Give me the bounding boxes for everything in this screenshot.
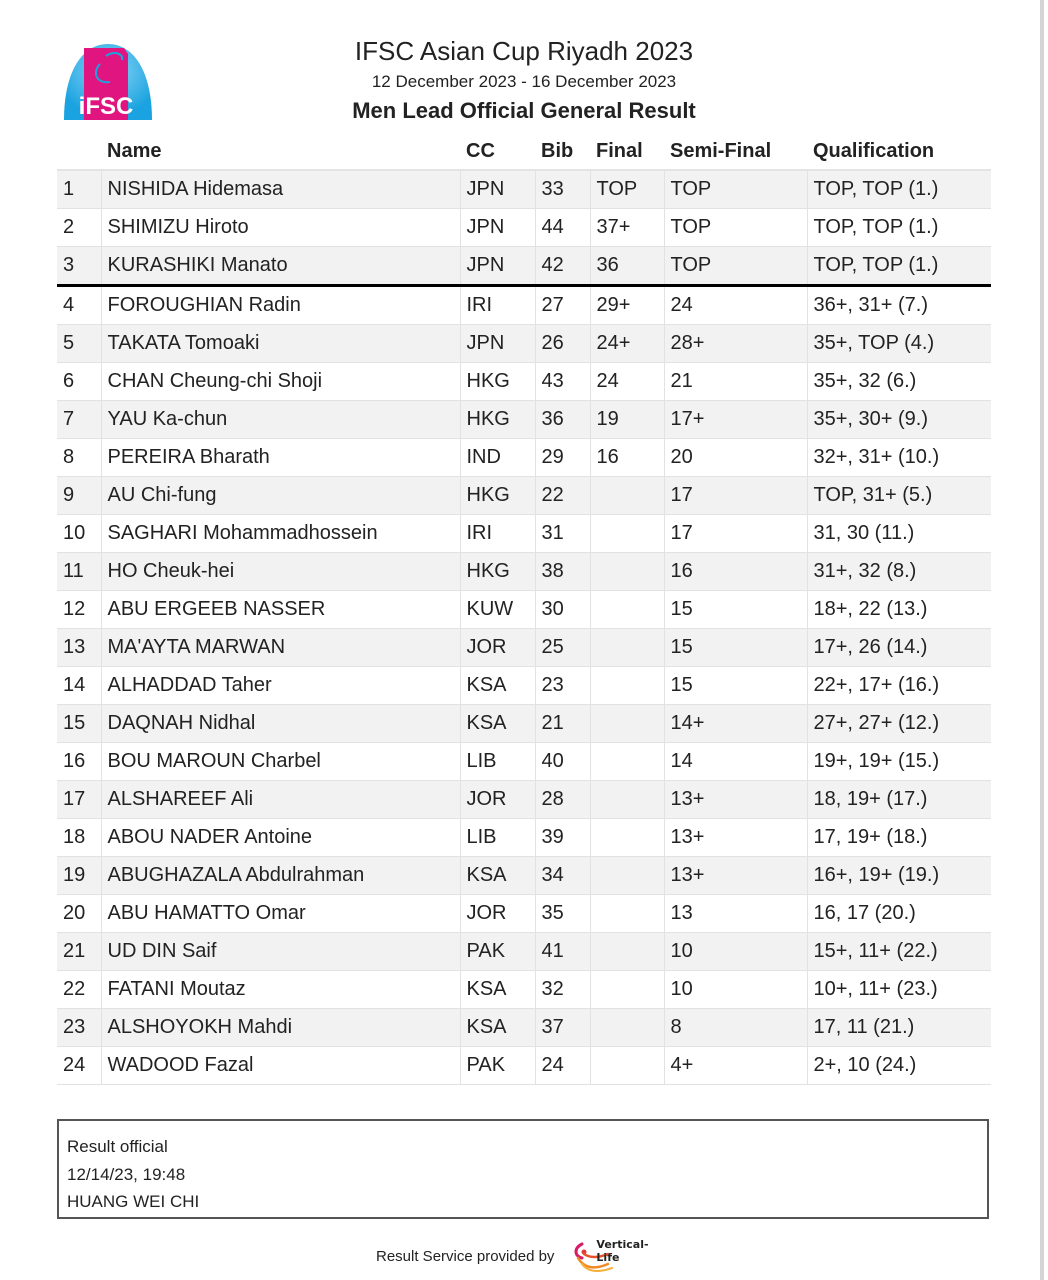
cell-final: 37+ — [590, 209, 664, 247]
cell-name: AU Chi-fung — [101, 477, 460, 515]
col-header-name: Name — [101, 134, 460, 170]
cell-final: 24+ — [590, 325, 664, 363]
cell-final — [590, 781, 664, 819]
cell-name: YAU Ka-chun — [101, 401, 460, 439]
cell-country: IND — [460, 439, 535, 477]
cell-final — [590, 971, 664, 1009]
cell-semi-final: 15 — [664, 667, 807, 705]
result-status: Result official — [67, 1137, 168, 1156]
cell-country: JPN — [460, 325, 535, 363]
cell-rank: 14 — [57, 667, 101, 705]
col-header-cc: CC — [460, 134, 535, 170]
cell-final — [590, 933, 664, 971]
cell-name: DAQNAH Nidhal — [101, 705, 460, 743]
cell-rank: 17 — [57, 781, 101, 819]
table-row — [57, 401, 991, 439]
table-row — [57, 286, 991, 325]
table-row — [57, 971, 991, 1009]
cell-rank: 11 — [57, 553, 101, 591]
table-row — [57, 781, 991, 819]
cell-rank: 6 — [57, 363, 101, 401]
cell-final: 36 — [590, 247, 664, 286]
cell-final — [590, 1047, 664, 1085]
table-row — [57, 515, 991, 553]
cell-name: UD DIN Saif — [101, 933, 460, 971]
cell-country: LIB — [460, 819, 535, 857]
cell-bib: 26 — [535, 325, 590, 363]
cell-country: PAK — [460, 1047, 535, 1085]
event-title: IFSC Asian Cup Riyadh 2023 — [354, 36, 694, 66]
cell-country: JPN — [460, 247, 535, 286]
event-dates: 12 December 2023 - 16 December 2023 — [371, 72, 677, 91]
cell-qualification: 15+, 11+ (22.) — [807, 933, 991, 971]
cell-semi-final: 13+ — [664, 819, 807, 857]
cell-rank: 13 — [57, 629, 101, 667]
svg-text:iFSC: iFSC — [78, 93, 134, 120]
cell-bib: 36 — [535, 401, 590, 439]
cell-name: FOROUGHIAN Radin — [101, 286, 460, 325]
cell-country: JOR — [460, 781, 535, 819]
cell-qualification: 19+, 19+ (15.) — [807, 743, 991, 781]
cell-semi-final: 14 — [664, 743, 807, 781]
cell-rank: 4 — [57, 286, 101, 325]
cell-name: CHAN Cheung-chi Shoji — [101, 363, 460, 401]
cell-final — [590, 819, 664, 857]
cell-country: JOR — [460, 629, 535, 667]
cell-semi-final: 13+ — [664, 781, 807, 819]
cell-bib: 33 — [535, 170, 590, 209]
cell-rank: 19 — [57, 857, 101, 895]
cell-semi-final: 10 — [664, 933, 807, 971]
cell-final — [590, 629, 664, 667]
table-header-row — [57, 134, 991, 170]
result-title: Men Lead Official General Result — [352, 98, 696, 123]
cell-rank: 5 — [57, 325, 101, 363]
cell-name: ALHADDAD Taher — [101, 667, 460, 705]
vertical-life-brand: Vertical-Life — [596, 1238, 649, 1264]
cell-qualification: 35+, 32 (6.) — [807, 363, 991, 401]
cell-name: ABUGHAZALA Abdulrahman — [101, 857, 460, 895]
table-row — [57, 363, 991, 401]
cell-qualification: 2+, 10 (24.) — [807, 1047, 991, 1085]
cell-rank: 23 — [57, 1009, 101, 1047]
table-row — [57, 325, 991, 363]
cell-country: JOR — [460, 895, 535, 933]
cell-semi-final: 17+ — [664, 401, 807, 439]
cell-rank: 24 — [57, 1047, 101, 1085]
cell-rank: 12 — [57, 591, 101, 629]
cell-country: HKG — [460, 477, 535, 515]
cell-qualification: 31+, 32 (8.) — [807, 553, 991, 591]
cell-country: HKG — [460, 553, 535, 591]
cell-name: FATANI Moutaz — [101, 971, 460, 1009]
cell-final — [590, 743, 664, 781]
cell-bib: 40 — [535, 743, 590, 781]
cell-bib: 24 — [535, 1047, 590, 1085]
cell-country: KSA — [460, 971, 535, 1009]
cell-final: 16 — [590, 439, 664, 477]
cell-bib: 37 — [535, 1009, 590, 1047]
cell-semi-final: 4+ — [664, 1047, 807, 1085]
cell-country: JPN — [460, 209, 535, 247]
cell-rank: 3 — [57, 247, 101, 286]
cell-bib: 25 — [535, 629, 590, 667]
cell-semi-final: 24 — [664, 286, 807, 325]
table-row — [57, 1009, 991, 1047]
cell-semi-final: 17 — [664, 515, 807, 553]
cell-semi-final: 28+ — [664, 325, 807, 363]
result-timestamp: 12/14/23, 19:48 — [67, 1164, 186, 1184]
cell-rank: 22 — [57, 971, 101, 1009]
cell-final: TOP — [590, 170, 664, 209]
cell-country: KSA — [460, 857, 535, 895]
cell-bib: 23 — [535, 667, 590, 705]
table-row — [57, 591, 991, 629]
cell-qualification: 18, 19+ (17.) — [807, 781, 991, 819]
cell-name: ABU ERGEEB NASSER — [101, 591, 460, 629]
cell-rank: 18 — [57, 819, 101, 857]
cell-semi-final: 21 — [664, 363, 807, 401]
col-header-semi-final: Semi-Final — [664, 134, 807, 170]
cell-qualification: 27+, 27+ (12.) — [807, 705, 991, 743]
cell-name: TAKATA Tomoaki — [101, 325, 460, 363]
cell-bib: 42 — [535, 247, 590, 286]
cell-final — [590, 705, 664, 743]
cell-semi-final: 16 — [664, 553, 807, 591]
table-row — [57, 895, 991, 933]
table-row — [57, 629, 991, 667]
cell-bib: 21 — [535, 705, 590, 743]
cell-rank: 7 — [57, 401, 101, 439]
cell-country: KSA — [460, 1009, 535, 1047]
cell-qualification: TOP, TOP (1.) — [807, 209, 991, 247]
cell-rank: 9 — [57, 477, 101, 515]
cell-semi-final: 17 — [664, 477, 807, 515]
cell-bib: 38 — [535, 553, 590, 591]
cell-name: HO Cheuk-hei — [101, 553, 460, 591]
cell-name: PEREIRA Bharath — [101, 439, 460, 477]
cell-semi-final: 14+ — [664, 705, 807, 743]
cell-final: 19 — [590, 401, 664, 439]
table-row — [57, 933, 991, 971]
table-row — [57, 667, 991, 705]
cell-name: ABOU NADER Antoine — [101, 819, 460, 857]
cell-bib: 28 — [535, 781, 590, 819]
cell-rank: 21 — [57, 933, 101, 971]
cell-country: LIB — [460, 743, 535, 781]
table-row — [57, 857, 991, 895]
cell-final — [590, 895, 664, 933]
cell-qualification: 22+, 17+ (16.) — [807, 667, 991, 705]
cell-rank: 15 — [57, 705, 101, 743]
cell-bib: 43 — [535, 363, 590, 401]
cell-bib: 39 — [535, 819, 590, 857]
table-row — [57, 247, 991, 286]
col-header-bib: Bib — [535, 134, 590, 170]
cell-qualification: 10+, 11+ (23.) — [807, 971, 991, 1009]
page-edge — [1040, 0, 1044, 1280]
cell-qualification: TOP, 31+ (5.) — [807, 477, 991, 515]
cell-final — [590, 667, 664, 705]
cell-bib: 35 — [535, 895, 590, 933]
cell-bib: 22 — [535, 477, 590, 515]
cell-qualification: TOP, TOP (1.) — [807, 170, 991, 209]
cell-bib: 44 — [535, 209, 590, 247]
cell-semi-final: 13 — [664, 895, 807, 933]
cell-country: PAK — [460, 933, 535, 971]
table-row — [57, 553, 991, 591]
cell-country: IRI — [460, 515, 535, 553]
results-table — [57, 134, 991, 1085]
cell-qualification: 16, 17 (20.) — [807, 895, 991, 933]
cell-qualification: 17, 11 (21.) — [807, 1009, 991, 1047]
document-header — [0, 34, 1048, 126]
cell-name: KURASHIKI Manato — [101, 247, 460, 286]
credit-label: Result Service provided by — [376, 1247, 555, 1265]
cell-country: HKG — [460, 363, 535, 401]
result-service-credit — [376, 1238, 668, 1274]
cell-country: IRI — [460, 286, 535, 325]
cell-name: NISHIDA Hidemasa — [101, 170, 460, 209]
cell-final: 29+ — [590, 286, 664, 325]
cell-qualification: 32+, 31+ (10.) — [807, 439, 991, 477]
cell-bib: 32 — [535, 971, 590, 1009]
cell-qualification: 36+, 31+ (7.) — [807, 286, 991, 325]
cell-bib: 41 — [535, 933, 590, 971]
cell-final — [590, 857, 664, 895]
cell-qualification: 35+, TOP (4.) — [807, 325, 991, 363]
cell-final — [590, 591, 664, 629]
cell-rank: 2 — [57, 209, 101, 247]
cell-name: ALSHAREEF Ali — [101, 781, 460, 819]
cell-bib: 30 — [535, 591, 590, 629]
cell-country: KUW — [460, 591, 535, 629]
cell-country: HKG — [460, 401, 535, 439]
table-row — [57, 477, 991, 515]
cell-semi-final: 13+ — [664, 857, 807, 895]
cell-semi-final: TOP — [664, 209, 807, 247]
cell-country: KSA — [460, 667, 535, 705]
cell-qualification: 31, 30 (11.) — [807, 515, 991, 553]
col-header-qualification: Qualification — [807, 134, 991, 170]
cell-final: 24 — [590, 363, 664, 401]
cell-semi-final: TOP — [664, 170, 807, 209]
cell-semi-final: 15 — [664, 629, 807, 667]
col-header-rank — [57, 134, 101, 170]
cell-name: WADOOD Fazal — [101, 1047, 460, 1085]
cell-country: KSA — [460, 705, 535, 743]
results-body — [57, 170, 991, 1085]
cell-name: ABU HAMATTO Omar — [101, 895, 460, 933]
cell-rank: 16 — [57, 743, 101, 781]
cell-qualification: 18+, 22 (13.) — [807, 591, 991, 629]
cell-final — [590, 1009, 664, 1047]
vertical-life-logo — [568, 1238, 668, 1274]
cell-rank: 8 — [57, 439, 101, 477]
cell-bib: 29 — [535, 439, 590, 477]
cell-qualification: 17, 19+ (18.) — [807, 819, 991, 857]
cell-name: BOU MAROUN Charbel — [101, 743, 460, 781]
table-row — [57, 1047, 991, 1085]
cell-bib: 31 — [535, 515, 590, 553]
cell-semi-final: 8 — [664, 1009, 807, 1047]
result-official-name: HUANG WEI CHI — [67, 1192, 200, 1211]
cell-semi-final: TOP — [664, 247, 807, 286]
cell-final — [590, 515, 664, 553]
cell-qualification: 16+, 19+ (19.) — [807, 857, 991, 895]
table-row — [57, 209, 991, 247]
cell-rank: 1 — [57, 170, 101, 209]
cell-bib: 34 — [535, 857, 590, 895]
cell-name: MA'AYTA MARWAN — [101, 629, 460, 667]
table-row — [57, 705, 991, 743]
cell-country: JPN — [460, 170, 535, 209]
cell-final — [590, 553, 664, 591]
result-info-box — [57, 1119, 989, 1219]
cell-qualification: TOP, TOP (1.) — [807, 247, 991, 286]
cell-bib: 27 — [535, 286, 590, 325]
cell-rank: 20 — [57, 895, 101, 933]
cell-final — [590, 477, 664, 515]
cell-semi-final: 15 — [664, 591, 807, 629]
table-row — [57, 170, 991, 209]
table-row — [57, 819, 991, 857]
cell-rank: 10 — [57, 515, 101, 553]
cell-semi-final: 10 — [664, 971, 807, 1009]
table-row — [57, 743, 991, 781]
table-row — [57, 439, 991, 477]
col-header-final: Final — [590, 134, 664, 170]
cell-qualification: 17+, 26 (14.) — [807, 629, 991, 667]
cell-qualification: 35+, 30+ (9.) — [807, 401, 991, 439]
cell-name: SAGHARI Mohammadhossein — [101, 515, 460, 553]
cell-semi-final: 20 — [664, 439, 807, 477]
cell-name: SHIMIZU Hiroto — [101, 209, 460, 247]
cell-name: ALSHOYOKH Mahdi — [101, 1009, 460, 1047]
